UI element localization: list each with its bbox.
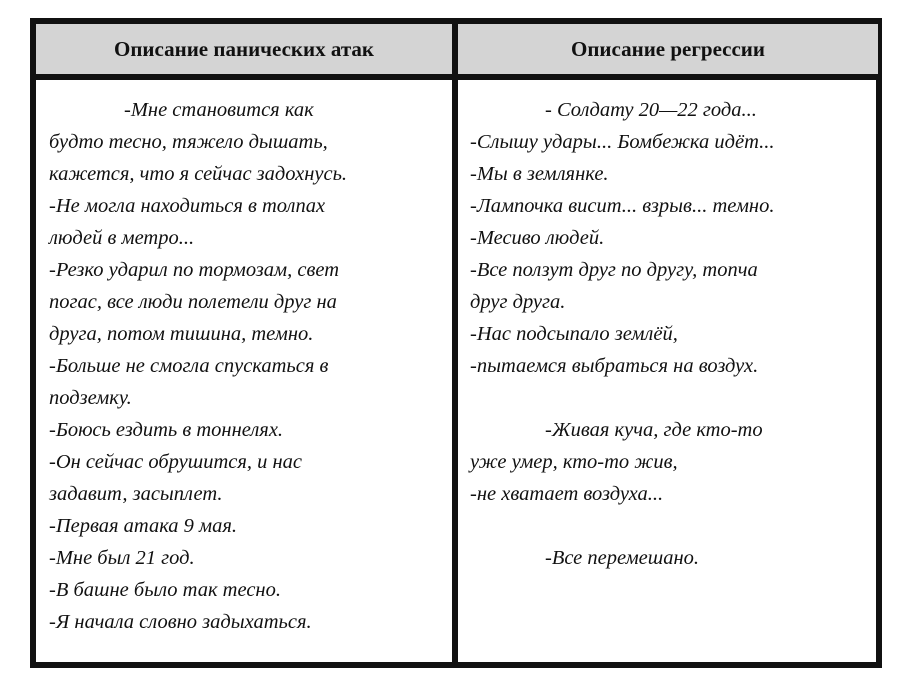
regression-line: -Все ползут друг по другу, топча [470, 259, 758, 281]
panic-attacks-line: -Я начала словно задыхаться. [49, 611, 312, 633]
panic-attacks-line: людей в метро... [49, 227, 195, 249]
panic-attacks-line: -Не могла находиться в толпах [49, 195, 326, 217]
panic-attacks-cell [36, 80, 458, 662]
regression-line: -пытаемся выбраться на воздух. [470, 355, 759, 377]
regression-spacer [470, 382, 870, 414]
regression-line: -Месиво людей. [470, 227, 605, 249]
panic-attacks-line: задавит, засыплет. [49, 483, 223, 505]
panic-attacks-line: кажется, что я сейчас задохнусь. [49, 163, 348, 185]
regression-line: -Лампочка висит... взрыв... темно. [470, 195, 775, 217]
header-panic-attacks: Описание панических атак [36, 24, 458, 80]
regression-line: -не хватает воздуха... [470, 483, 664, 505]
panic-attacks-line: подземку. [49, 387, 132, 409]
regression-line: -Слышу удары... Бомбежка идёт... [470, 131, 775, 153]
regression-line: -Живая куча, где кто-то [545, 419, 763, 441]
comparison-table [30, 18, 882, 668]
regression-line: -Все перемешано. [545, 547, 700, 569]
panic-attacks-line: -В башне было так тесно. [49, 579, 281, 601]
regression-cell [458, 80, 878, 662]
regression-line: - Солдату 20—22 года... [545, 99, 757, 121]
panic-attacks-line: -Мне становится как [124, 99, 314, 121]
regression-spacer [470, 510, 870, 542]
panic-attacks-line: -Боюсь ездить в тоннелях. [49, 419, 284, 441]
panic-attacks-line: -Больше не смогла спускаться в [49, 355, 329, 377]
panic-attacks-line: будто тесно, тяжело дышать, [49, 131, 328, 153]
regression-line: -Мы в землянке. [470, 163, 609, 185]
panic-attacks-line: -Он сейчас обрушится, и нас [49, 451, 303, 473]
regression-line: -Нас подсыпало землёй, [470, 323, 678, 345]
panic-attacks-line: погас, все люди полетели друг на [49, 291, 337, 313]
panic-attacks-line: друга, потом тишина, темно. [49, 323, 314, 345]
panic-attacks-line: -Резко ударил по тормозам, свет [49, 259, 340, 281]
regression-line: друг друга. [470, 291, 566, 313]
regression-line: уже умер, кто-то жив, [470, 451, 678, 473]
panic-attacks-line: -Первая атака 9 мая. [49, 515, 238, 537]
header-regression: Описание регрессии [458, 24, 878, 80]
panic-attacks-line: -Мне был 21 год. [49, 547, 195, 569]
